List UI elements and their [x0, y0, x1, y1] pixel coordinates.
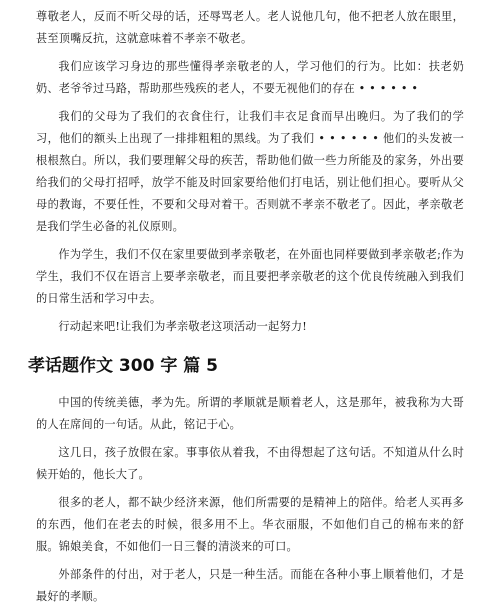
paragraph: 我们应该学习身边的那些懂得孝亲敬老的人，学习他们的行为。比如：扶老奶奶、老爷爷过马路，帮助那些残疾的老人，不要无视他们的存在 • • • • • •	[36, 60, 464, 95]
paragraph-continued: 尊敬老人，反而不听父母的话，还辱骂老人。老人说他几句，他不把老人放在眼里，甚至顶嘴反抗，这就意味着不孝亲不敬老。	[36, 10, 464, 45]
paragraph: 这几日，孩子放假在家。事事依从着我，不由得想起了这句话。不知道从什么时候开始的，他长大了。	[36, 446, 464, 481]
paragraph: 行动起来吧!让我们为孝亲敬老这项活动一起努力!	[58, 320, 307, 333]
paragraph: 外部条件的付出，对于老人，只是一种生活。而能在各种小事上顺着他们，才是最好的孝顺。	[36, 568, 464, 603]
paragraph: 作为学生，我们不仅在家里要做到孝亲敬老，在外面也同样要做到孝亲敬老;作为学生，我们不仅在语言上要孝亲敬老，而且要把孝亲敬老的这个优良传统融入到我们的日常生活和学习中去。	[36, 248, 464, 305]
paragraph: 我们的父母为了我们的衣食住行，让我们丰衣足食而早出晚归。为了我们的学习，他们的额头上出现了一排排粗粗的黑线。为了我们 • • • • • • 他们的头发被一根根熬白。所以，我们要理解父母的疾苦，帮助他们做一些力所能及的家务，外出要给我们的父母打招呼，放学不能及时回家要给他们打电话，别让他们担心。要听从父母的教诲，不要任性，不要和父母对着干。否则就不孝亲不敬老了。因此，孝亲敬老是我们学生必备的礼仪原则。	[36, 110, 464, 233]
paragraph: 很多的老人，都不缺少经济来源，他们所需要的是精神上的陪伴。给老人买再多的东西，他们在老去的时候，很多用不上。华衣丽服，不如他们自己的棉布来的舒服。锦娘美食，不如他们一日三餐的清淡来的可口。	[36, 496, 464, 553]
paragraph: 中国的传统美德，孝为先。所谓的孝顺就是顺着老人，这是那年，被我称为大哥的人在席间的一句话。从此，铭记于心。	[36, 396, 464, 431]
section-heading: 孝话题作文 300 字 篇 5	[28, 356, 218, 376]
